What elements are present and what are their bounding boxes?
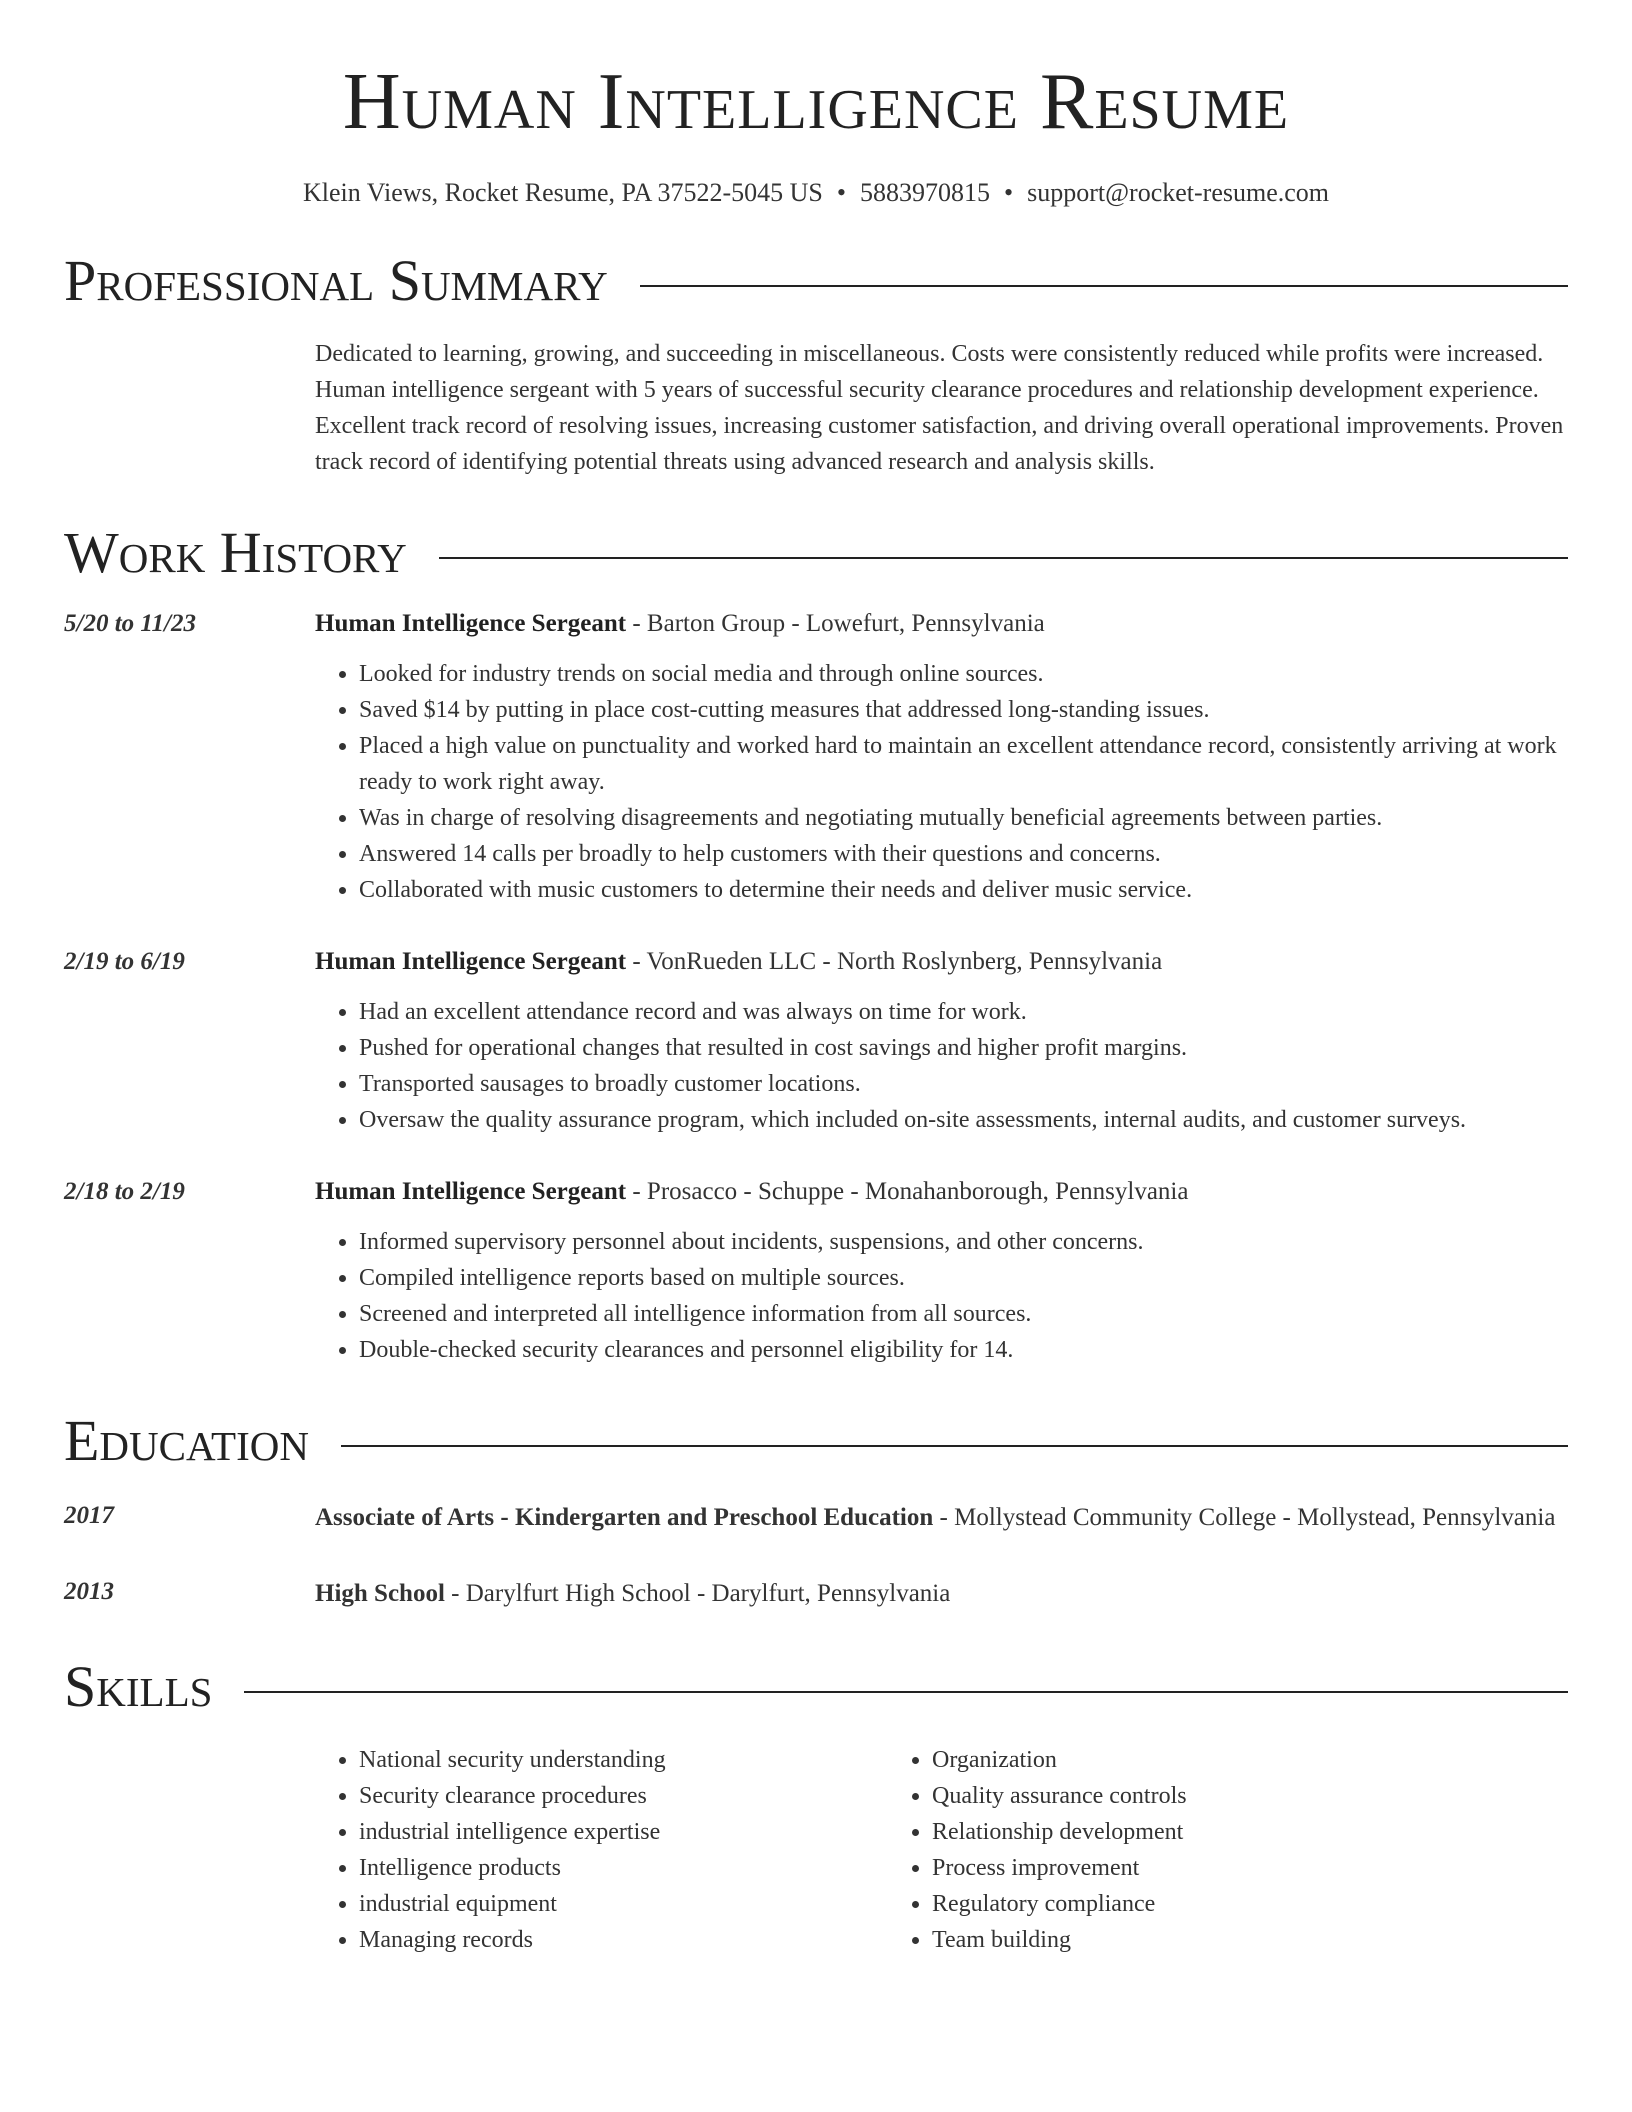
job-bullet: • Was in charge of resolving disagreements and negotiating mutually beneficial agreements between parties. — [359, 800, 1568, 836]
job-bullets — [315, 1224, 1568, 1368]
skills-column-right — [888, 1742, 1461, 1958]
education-details: - Mollystead Community College - Mollystead, Pennsylvania — [933, 1504, 1556, 1531]
job-bullet: • Screened and interpreted all intelligence information from all sources. — [359, 1296, 1568, 1332]
job-bullet: • Transported sausages to broadly customer locations. — [359, 1066, 1568, 1102]
contact-separator: • — [1003, 178, 1014, 207]
skill-item: • Managing records — [359, 1922, 888, 1958]
skills-column-left — [315, 1742, 888, 1958]
job-bullet: • Placed a high value on punctuality and worked hard to maintain an excellent attendance record, consistently arriving at work ready to work right away. — [359, 728, 1568, 800]
skill-item: • Organization — [932, 1742, 1461, 1778]
skill-item: • Process improvement — [932, 1850, 1461, 1886]
contact-line — [64, 178, 1568, 208]
skills-heading: Skills — [64, 1654, 213, 1719]
work-heading: Work History — [64, 520, 407, 585]
skills-section-header — [64, 1654, 1568, 1719]
skill-item: • Intelligence products — [359, 1850, 888, 1886]
skill-item: • industrial intelligence expertise — [359, 1814, 888, 1850]
resume-title: Human Intelligence Resume — [342, 58, 1290, 146]
skill-item: • Quality assurance controls — [932, 1778, 1461, 1814]
job-title: Human Intelligence Sergeant — [315, 948, 627, 975]
job-bullets — [315, 994, 1568, 1138]
education-body — [315, 1498, 1568, 1538]
job-body — [315, 1174, 1568, 1368]
education-section-header — [64, 1408, 1568, 1473]
skill-item: • National security understanding — [359, 1742, 888, 1778]
job-dates: 2/18 to 2/19 — [64, 1178, 185, 1205]
contact-phone: 5883970815 — [859, 178, 990, 207]
contact-separator: • — [836, 178, 846, 207]
skill-item: • Regulatory compliance — [932, 1886, 1461, 1922]
work-history-list — [64, 606, 1568, 1368]
job-bullet: • Informed supervisory personnel about incidents, suspensions, and other concerns. — [359, 1224, 1568, 1260]
education-year: 2013 — [64, 1578, 114, 1605]
education-heading: Education — [64, 1408, 309, 1473]
job-bullet: • Compiled intelligence reports based on multiple sources. — [359, 1260, 1568, 1296]
job-details: - Barton Group - Lowefurt, Pennsylvania — [626, 610, 1045, 637]
job-details: - Prosacco - Schuppe - Monahanborough, Pennsylvania — [626, 1178, 1189, 1205]
contact-email: support@rocket-resume.com — [1027, 178, 1330, 207]
summary-section-header — [64, 248, 1568, 313]
job-entry — [64, 944, 1568, 1138]
education-details: - Darylfurt High School - Darylfurt, Pennsylvania — [444, 1580, 951, 1607]
education-body — [315, 1574, 1568, 1614]
education-degree: High School — [315, 1580, 445, 1607]
skill-item: • Team building — [932, 1922, 1461, 1958]
job-title-line — [315, 1174, 1568, 1210]
job-bullet: • Saved $14 by putting in place cost-cutting measures that addressed long-standing issues. — [359, 692, 1568, 728]
skill-item: • industrial equipment — [359, 1886, 888, 1922]
job-title-line — [315, 606, 1568, 642]
education-year: 2017 — [64, 1502, 114, 1529]
skill-item: • Security clearance procedures — [359, 1778, 888, 1814]
section-divider — [341, 1445, 1568, 1447]
job-bullet: • Collaborated with music customers to determine their needs and deliver music service. — [359, 872, 1568, 908]
job-bullet: • Looked for industry trends on social media and through online sources. — [359, 656, 1568, 692]
summary-text: Dedicated to learning, growing, and succeeding in miscellaneous. Costs were consistently reduced while profits were increased. Human intelligence sergeant with 5 years of successful security clearance procedures and relationship development experience. Excellent track record of resolving issues, increasing customer satisfaction, and driving overall operational improvements. Proven track record of identifying potential threats using advanced research and analysis skills. — [315, 341, 1564, 475]
job-bullet: • Oversaw the quality assurance program, which included on-site assessments, internal audits, and customer surveys. — [359, 1102, 1568, 1138]
education-entry — [64, 1498, 1568, 1538]
job-bullet: • Double-checked security clearances and personnel eligibility for 14. — [359, 1332, 1568, 1368]
work-section-header — [64, 520, 1568, 585]
job-title-line — [315, 944, 1568, 980]
contact-address: Klein Views, Rocket Resume, PA 37522-5045 US — [302, 178, 823, 207]
job-bullet: • Had an excellent attendance record and was always on time for work. — [359, 994, 1568, 1030]
section-divider — [640, 285, 1568, 287]
job-body — [315, 606, 1568, 908]
job-title: Human Intelligence Sergeant — [315, 610, 627, 637]
skill-item: • Relationship development — [932, 1814, 1461, 1850]
job-entry — [64, 606, 1568, 908]
section-divider — [439, 557, 1568, 559]
job-details: - VonRueden LLC - North Roslynberg, Pennsylvania — [626, 948, 1163, 975]
summary-spacer — [64, 336, 315, 480]
job-body — [315, 944, 1568, 1138]
summary-row — [64, 336, 1568, 480]
skills-spacer — [64, 1742, 315, 1958]
section-divider — [244, 1691, 1568, 1693]
education-entry — [64, 1574, 1568, 1614]
job-dates: 5/20 to 11/23 — [64, 610, 196, 637]
job-bullets — [315, 656, 1568, 908]
job-title: Human Intelligence Sergeant — [315, 1178, 627, 1205]
job-entry — [64, 1174, 1568, 1368]
education-degree: Associate of Arts - Kindergarten and Preschool Education — [315, 1504, 934, 1531]
job-bullet: • Answered 14 calls per broadly to help customers with their questions and concerns. — [359, 836, 1568, 872]
job-dates: 2/19 to 6/19 — [64, 948, 185, 975]
job-bullet: • Pushed for operational changes that resulted in cost savings and higher profit margins. — [359, 1030, 1568, 1066]
skills-list — [64, 1742, 1568, 1958]
summary-heading: Professional Summary — [64, 248, 608, 313]
